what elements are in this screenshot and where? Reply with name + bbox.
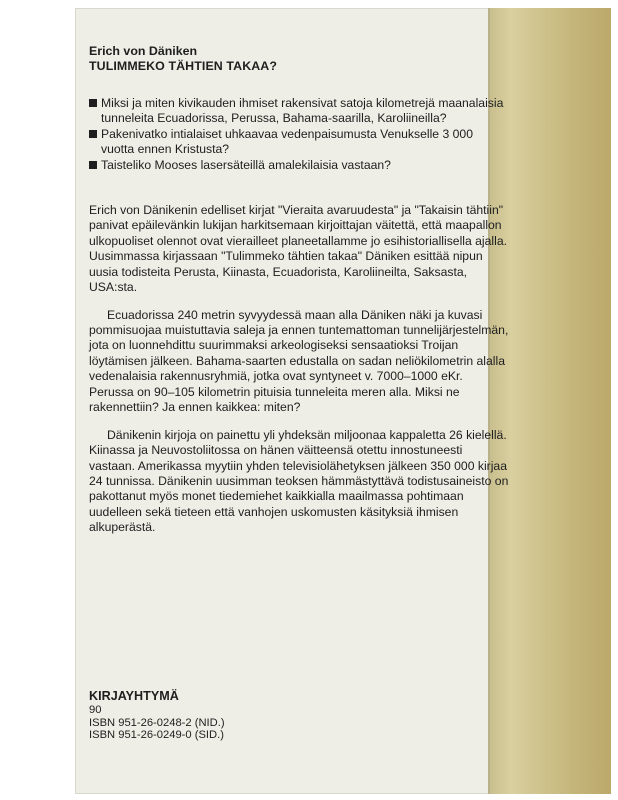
bullet-square-icon [89, 99, 97, 107]
isbn-sid: ISBN 951-26-0249-0 (SID.) [89, 729, 224, 741]
bullet-square-icon [89, 161, 97, 169]
paragraph-intro: Erich von Dänikenin edelliset kirjat "Vieraita avaruudesta" ja "Takaisin tähtiin" panivat epäilevänkin lukijan harkitsemaan kirjoittajan väitettä, että maapallon ulkopuoliset olennot ovat vierailleet planeetallamme jo esihistoriallisella ajalla. Uusimmassa kirjassaan "Tulimmeko tähtien takaa" Däniken esittää nipun uusia todisteita Perusta, Kiinasta, Ecuadorista, Karoliineilta, Saksasta, USA:sta. [89, 203, 507, 295]
bullet-item [89, 158, 509, 173]
blurb [89, 44, 509, 548]
bullet-list [89, 96, 509, 173]
isbn-nid: ISBN 951-26-0248-2 (NID.) [89, 716, 225, 729]
bullet-text: Miksi ja miten kivikauden ihmiset rakensivat satoja kilometrejä maanalaisia tunneleita Ecuadorissa, Perussa, Bahama-saarilla, Karoliineilla? [101, 96, 504, 126]
book-title: TULIMMEKO TÄHTIEN TAKAA? [89, 59, 278, 73]
bullet-square-icon [89, 130, 97, 138]
publisher-code: 90 [89, 704, 102, 716]
bullet-text: Taisteliko Mooses lasersäteillä amalekilaisia vastaan? [101, 157, 391, 172]
paragraph-ecuador: Ecuadorissa 240 metrin syvyydessä maan alla Däniken näki ja kuvasi pommisuojaa muistuttavia saleja ja ennen tuntemattoman tunnelijärjestelmän, jota on luonnehdittu suurimmaksi arkeologiseksi sensaatioksi Troijan löytämisen jälkeen. Bahama-saarten edustalla on sadan neliökilometrin alalla vedenalaisia rakennusryhmiä, jotka ovat syntyneet v. 7000–1000 eKr. Perussa on 90–105 kilometrin pituisia tunneleita meren alla. Miksi ne rakennettiin? Ja ennen kaikkea: miten? [89, 307, 509, 415]
bullet-item [89, 96, 509, 127]
publisher-block [89, 688, 469, 742]
publisher-name: KIRJAYHTYMÄ [89, 689, 179, 703]
bullet-text: Pakenivatko intialaiset uhkaavaa vedenpaisumusta Venukselle 3 000 vuotta ennen Kristusta? [101, 126, 473, 157]
paragraph-sales: Dänikenin kirjoja on painettu yli yhdeksän miljoonaa kappaletta 26 kielellä. Kiinassa ja Neuvostoliitossa on hänen väitteensä otettu innostuneesti vastaan. Amerikassa myytiin yhden televisiolähetyksen jälkeen 350 000 kirjaa 24 tunnissa. Dänikenin uusimman teoksen hämmästyttävä todistusaineisto on pakottanut myös monet tiedemiehet kaikkialla maailmassa pohtimaan uudelleen sekä tieteen että vanhojen uskomusten käsityksiä ihmisen alkuperästä. [89, 427, 509, 535]
author-name: Erich von Däniken [89, 44, 198, 58]
bullet-item [89, 127, 509, 158]
